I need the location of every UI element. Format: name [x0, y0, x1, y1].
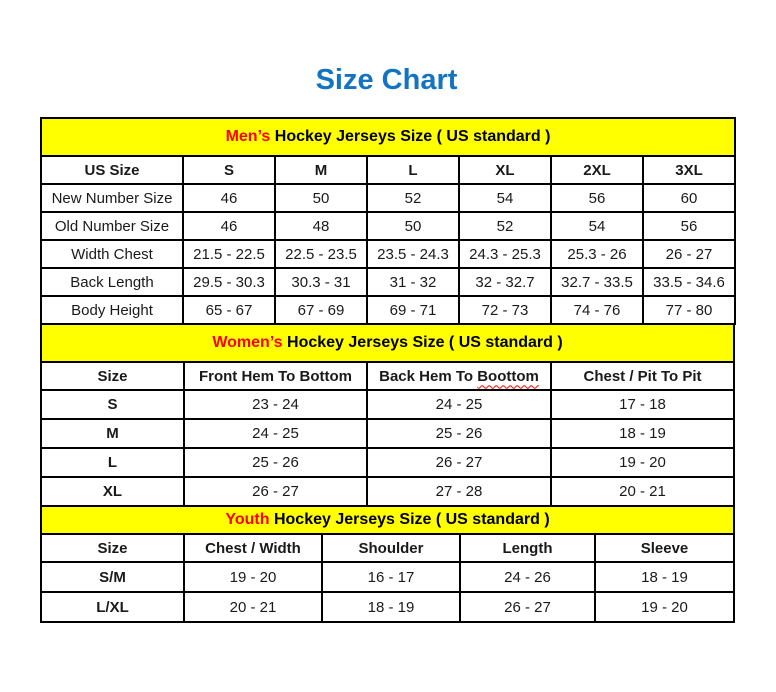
- mens-column-header: S: [183, 156, 275, 184]
- cell-value: 19 - 20: [551, 448, 734, 477]
- cell-value: 46: [183, 184, 275, 212]
- row-label: New Number Size: [41, 184, 183, 212]
- cell-value: 69 - 71: [367, 296, 459, 324]
- youth-column-header: Size: [41, 534, 184, 562]
- mens-section-banner: [41, 118, 735, 156]
- womens-section-banner: [41, 324, 734, 362]
- cell-value: 18 - 19: [322, 592, 460, 622]
- mens-table-row: [41, 268, 735, 296]
- youth-column-header: Chest / Width: [184, 534, 322, 562]
- cell-value: 22.5 - 23.5: [275, 240, 367, 268]
- womens-column-header: Chest / Pit To Pit: [551, 362, 734, 390]
- cell-value: 32.7 - 33.5: [551, 268, 643, 296]
- mens-column-header: US Size: [41, 156, 183, 184]
- cell-value: 32 - 32.7: [459, 268, 551, 296]
- cell-value: 18 - 19: [595, 562, 734, 592]
- cell-value: 74 - 76: [551, 296, 643, 324]
- womens-table-row: [41, 448, 734, 477]
- cell-value: 20 - 21: [184, 592, 322, 622]
- cell-value: 19 - 20: [595, 592, 734, 622]
- womens-size-table: [40, 323, 735, 507]
- mens-banner-text: Hockey Jerseys Size ( US standard ): [270, 128, 551, 145]
- youth-column-header: Sleeve: [595, 534, 734, 562]
- youth-banner-highlight: Youth: [225, 511, 270, 528]
- cell-value: 23.5 - 24.3: [367, 240, 459, 268]
- cell-value: 25 - 26: [184, 448, 367, 477]
- mens-banner-highlight: Men’s: [225, 128, 271, 145]
- row-label: Back Length: [41, 268, 183, 296]
- row-label: Old Number Size: [41, 212, 183, 240]
- youth-column-header: Shoulder: [322, 534, 460, 562]
- cell-value: 50: [367, 212, 459, 240]
- mens-table-row: [41, 184, 735, 212]
- row-label: S: [41, 390, 184, 419]
- youth-size-table: [40, 505, 735, 623]
- cell-value: 54: [459, 184, 551, 212]
- mens-table-row: [41, 296, 735, 324]
- youth-header-row: [41, 534, 734, 562]
- cell-value: 60: [643, 184, 735, 212]
- cell-value: 54: [551, 212, 643, 240]
- cell-value: 19 - 20: [184, 562, 322, 592]
- cell-value: 65 - 67: [183, 296, 275, 324]
- cell-value: 26 - 27: [643, 240, 735, 268]
- cell-value: 24 - 25: [184, 419, 367, 448]
- cell-value: 30.3 - 31: [275, 268, 367, 296]
- womens-banner-highlight: Women’s: [212, 334, 283, 351]
- youth-table-row: [41, 592, 734, 622]
- cell-value: 23 - 24: [184, 390, 367, 419]
- womens-table-row: [41, 477, 734, 506]
- cell-value: 77 - 80: [643, 296, 735, 324]
- row-label: L/XL: [41, 592, 184, 622]
- mens-column-header: 2XL: [551, 156, 643, 184]
- cell-value: 27 - 28: [367, 477, 551, 506]
- mens-column-header: XL: [459, 156, 551, 184]
- cell-value: 29.5 - 30.3: [183, 268, 275, 296]
- row-label: Body Height: [41, 296, 183, 324]
- mens-table-row: [41, 240, 735, 268]
- cell-value: 33.5 - 34.6: [643, 268, 735, 296]
- cell-value: 52: [459, 212, 551, 240]
- cell-value: 31 - 32: [367, 268, 459, 296]
- womens-header-row: [41, 362, 734, 390]
- cell-value: 25 - 26: [367, 419, 551, 448]
- womens-banner-text: Hockey Jerseys Size ( US standard ): [282, 334, 563, 351]
- cell-value: 24 - 25: [367, 390, 551, 419]
- womens-column-header: Back Hem To Boottom: [367, 362, 551, 390]
- cell-value: 67 - 69: [275, 296, 367, 324]
- cell-value: 25.3 - 26: [551, 240, 643, 268]
- mens-table-row: [41, 212, 735, 240]
- cell-value: 24.3 - 25.3: [459, 240, 551, 268]
- row-label: L: [41, 448, 184, 477]
- mens-header-row: [41, 156, 735, 184]
- cell-value: 26 - 27: [367, 448, 551, 477]
- row-label: S/M: [41, 562, 184, 592]
- youth-table-row: [41, 562, 734, 592]
- cell-value: 21.5 - 22.5: [183, 240, 275, 268]
- row-label: Width Chest: [41, 240, 183, 268]
- womens-table-row: [41, 419, 734, 448]
- youth-banner-text: Hockey Jerseys Size ( US standard ): [269, 511, 550, 528]
- cell-value: 72 - 73: [459, 296, 551, 324]
- womens-column-header: Size: [41, 362, 184, 390]
- row-label: XL: [41, 477, 184, 506]
- youth-section-banner: [41, 506, 734, 534]
- cell-value: 56: [643, 212, 735, 240]
- page-title: Size Chart: [315, 64, 458, 96]
- row-label: M: [41, 419, 184, 448]
- cell-value: 48: [275, 212, 367, 240]
- cell-value: 26 - 27: [184, 477, 367, 506]
- mens-column-header: M: [275, 156, 367, 184]
- cell-value: 18 - 19: [551, 419, 734, 448]
- cell-value: 20 - 21: [551, 477, 734, 506]
- mens-size-table: [40, 117, 736, 325]
- cell-value: 46: [183, 212, 275, 240]
- cell-value: 52: [367, 184, 459, 212]
- cell-value: 16 - 17: [322, 562, 460, 592]
- womens-table-row: [41, 390, 734, 419]
- size-tables-container: [40, 117, 776, 623]
- mens-column-header: 3XL: [643, 156, 735, 184]
- misspelled-word: Boottom: [477, 367, 539, 385]
- womens-column-header: Front Hem To Bottom: [184, 362, 367, 390]
- cell-value: 24 - 26: [460, 562, 595, 592]
- cell-value: 17 - 18: [551, 390, 734, 419]
- cell-value: 50: [275, 184, 367, 212]
- mens-column-header: L: [367, 156, 459, 184]
- cell-value: 56: [551, 184, 643, 212]
- youth-column-header: Length: [460, 534, 595, 562]
- cell-value: 26 - 27: [460, 592, 595, 622]
